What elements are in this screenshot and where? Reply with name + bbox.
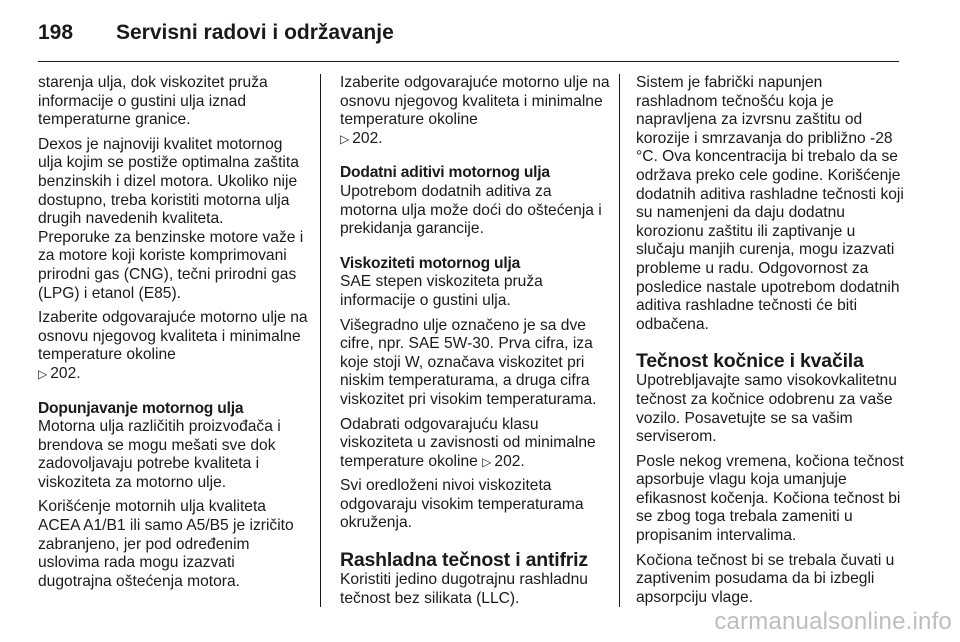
paragraph: Kočiona tečnost bi se trebala čuvati u zaptivenim posudama da bi izbegli apsorpciju vlage. (636, 551, 895, 606)
paragraph (340, 74, 612, 148)
paragraph: Posle nekog vremena, kočiona tečnost apsorbuje vlagu koja umanjuje efikasnost kočenja. Kočiona tečnost bi se zbog toga trebala zameniti u propisanim intervalima. (636, 452, 904, 545)
page-reference: 202. (494, 452, 525, 470)
page-reference: 202. (352, 129, 383, 147)
section-heading-coolant: Rashladna tečnost i antifriz (340, 549, 588, 572)
text-column-3 (636, 74, 908, 613)
paragraph-text: Izaberite odgovarajuće motorno ulje na osnovu njegovog kvaliteta i minimalne temperature okoline (340, 74, 610, 129)
paragraph: Sistem je fabrički napunjen rashladnom tečnošću koja je napravljena za izvrsnu zaštitu od korozije i smrzavanja do približno -28 °C. Ova koncentracija bi trebalo da se održava preko cele godine. Korišćenje dodatnih aditiva rashladne tečnosti koji su namenjeni da daju dodatnu korozionu zaštitu ili zaptivanje u slučaju manjih curenja, mogu izazvati probleme u radu. Odgovornost za posledice nastale upotrebom dodatnih aditiva rashladne tečnosti će biti odbačena. (636, 74, 904, 333)
paragraph: Korišćenje motornih ulja kvaliteta ACEA A1/B1 ili samo A5/B5 je izričito zabranjeno, jer pod određenim uslovima rada mogu izazvati dugotrajna oštećenja motora. (38, 498, 294, 590)
paragraph (38, 309, 310, 383)
page-header (38, 18, 394, 48)
page-reference-icon: ▷ (482, 454, 492, 469)
paragraph: Upotrebljavajte samo visokovkalitetnu tečnost za kočnice odobrenu za vaše vozilo. Posavetujte se sa vašim serviserom. (636, 372, 897, 446)
paragraph-text: Odabrati odgovarajuću klasu viskoziteta u zavisnosti od minimalne temperature okoline (340, 415, 596, 470)
paragraph: Preporuke za benzinske motore važe i za motore koji koriste komprimovani prirodni gas (CNG), tečni prirodni gas (LPG) i etanol (E85). (38, 228, 304, 302)
page-reference: 202. (50, 364, 81, 382)
paragraph: Višegradno ulje označeno je sa dve cifre, npr. SAE 5W-30. Prva cifra, iza koje stoji W, označava viskozitet pri niskim temperaturama, a druga cifra viskozitet pri visokim temperaturama. (340, 316, 597, 408)
page-reference-icon: ▷ (38, 366, 48, 381)
page-number: 198 (38, 21, 74, 44)
paragraph-text: Izaberite odgovarajuće motorno ulje na osnovu njegovog kvaliteta i minimalne temperature okoline (38, 309, 308, 364)
section-heading-viscosity: Viskoziteti motornog ulja (340, 254, 521, 272)
page-reference-icon: ▷ (340, 131, 350, 146)
watermark-text: carmanualsonline.info (714, 608, 952, 635)
paragraph (340, 416, 612, 472)
section-heading-brake-fluid: Tečnost kočnice i kvačila (636, 350, 864, 373)
section-heading-additives: Dodatni aditivi motornog ulja (340, 164, 550, 182)
paragraph: Dexos je najnoviji kvalitet motornog ulja kojim se postiže optimalna zaštita benzinskih i dizel motora. Ukoliko nije dostupno, treba koristiti motorna ulja drugih navedenih kvaliteta. (38, 135, 299, 228)
column-divider-left (320, 74, 321, 607)
paragraph: Motorna ulja različitih proizvođača i brendova se mogu mešati sve dok zadovoljavaju potrebe kvaliteta i viskoziteta za motorno ulje. (38, 418, 281, 491)
paragraph: SAE stepen viskoziteta pruža informacije o gustini ulja. (340, 273, 543, 309)
paragraph: starenja ulja, dok viskozitet pruža informacije o gustini ulja iznad temperaturne granice. (38, 74, 268, 129)
text-column-2 (340, 74, 612, 614)
paragraph: Upotrebom dodatnih aditiva za motorna ulja može doći do oštećenja i prekidanja garancije. (340, 182, 602, 238)
header-rule (38, 61, 899, 62)
page-title: Servisni radovi i održavanje (116, 21, 394, 44)
section-heading-refill: Dopunjavanje motornog ulja (38, 399, 244, 417)
paragraph: Svi oredloženi nivoi viskoziteta odgovaraju visokim temperaturama okruženja. (340, 477, 584, 532)
paragraph: Koristiti jedino dugotrajnu rashladnu tečnost bez silikata (LLC). (340, 571, 588, 607)
text-column-1 (38, 74, 310, 597)
column-divider-right (619, 74, 620, 607)
